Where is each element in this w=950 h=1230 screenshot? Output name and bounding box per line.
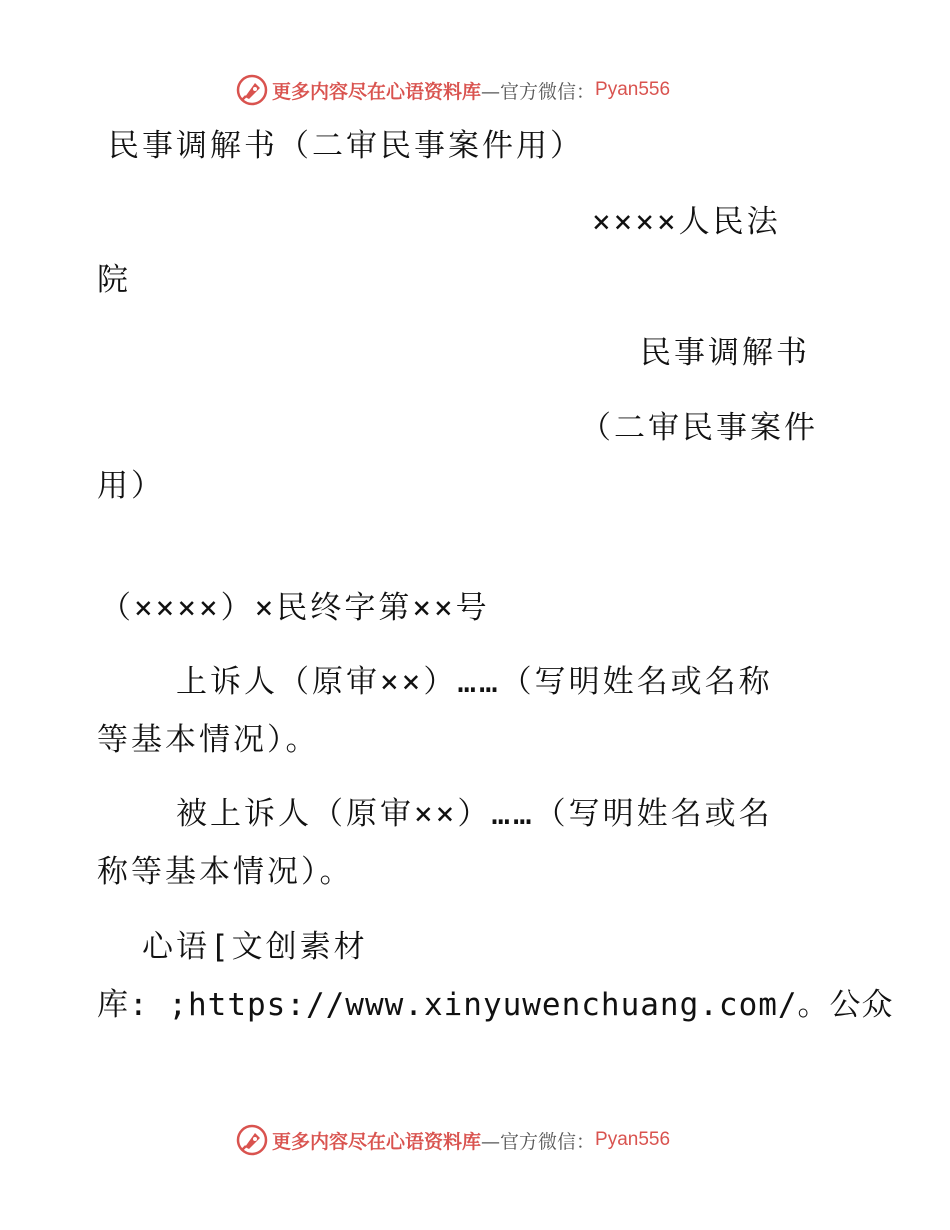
document-title: 民事调解书 [640, 335, 810, 371]
pen-nib-logo-icon [236, 1124, 268, 1156]
watermark-brand-text: 更多内容尽在心语资料库 [272, 80, 482, 103]
header-watermark [236, 72, 670, 108]
court-name-line2: 院 [97, 262, 131, 298]
watermark-wechat-id: Pyan556 [595, 1129, 671, 1150]
footer-watermark [236, 1122, 670, 1158]
watermark-brand-text: 更多内容尽在心语资料库 [272, 1130, 482, 1153]
watermark-separator-text: —官方微信： [481, 80, 596, 103]
document-subtitle-line1: （二审民事案件 [580, 410, 818, 446]
appellant-line2: 等基本情况）。 [97, 722, 320, 758]
court-name-line1: ××××人民法 [592, 204, 781, 240]
pen-nib-logo-icon [236, 74, 268, 106]
document-subtitle-line2: 用） [97, 468, 165, 504]
watermark-separator-text: —官方微信： [481, 1130, 596, 1153]
source-note-line1: 心语[文创素材 [142, 929, 368, 965]
watermark-wechat-id: Pyan556 [595, 79, 671, 100]
document-heading: 民事调解书（二审民事案件用） [108, 128, 584, 164]
appellee-line2: 称等基本情况）。 [97, 854, 354, 890]
source-note-line2: 库: ;https://www.xinyuwenchuang.com/。公众 [97, 987, 894, 1023]
case-number: （××××）×民终字第××号 [100, 590, 490, 626]
appellee-line1: 被上诉人（原审××）……（写明姓名或名 [176, 796, 773, 832]
appellant-line1: 上诉人（原审××）……（写明姓名或名称 [176, 664, 773, 700]
